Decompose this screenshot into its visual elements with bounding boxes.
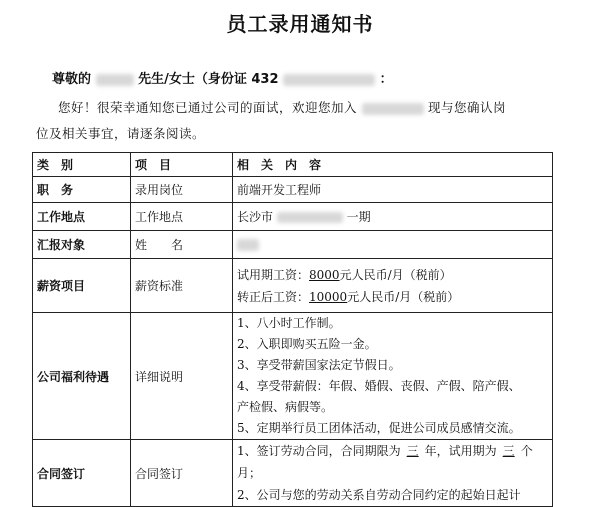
benefits-category: 公司福利待遇 bbox=[33, 313, 131, 440]
benefits-item: 详细说明 bbox=[131, 313, 233, 440]
table-row-report bbox=[33, 231, 553, 259]
location-value bbox=[233, 203, 553, 231]
offer-details-table bbox=[32, 152, 553, 507]
formal-salary-line bbox=[237, 286, 548, 308]
trial-salary-line bbox=[237, 264, 548, 286]
contract-line-1 bbox=[237, 440, 548, 462]
location-item: 工作地点 bbox=[131, 203, 233, 231]
benefit-item: 3、享受带薪国家法定节假日。 bbox=[237, 358, 401, 372]
intro-text-b: 现与您确认岗 bbox=[427, 100, 506, 115]
intro-line-1 bbox=[58, 98, 506, 116]
salary-category: 薪资项目 bbox=[33, 259, 131, 313]
intro-text-a: 您好！很荣幸通知您已通过公司的面试，欢迎您加入 bbox=[58, 100, 358, 115]
contract-line-3: 2、公司与您的劳动关系自劳动合同约定的起始日起计 bbox=[237, 488, 521, 502]
benefit-item: 2、入职即购买五险一金。 bbox=[237, 337, 377, 351]
redacted-company bbox=[362, 103, 424, 115]
contract-term-label: 1、签订劳动合同，合同期限为 bbox=[237, 444, 401, 458]
id-number-prefix: 432 bbox=[251, 72, 279, 87]
contract-item: 合同签订 bbox=[131, 440, 233, 507]
greeting-mid: 先生/女士（身份证 bbox=[138, 72, 247, 87]
document-title: 员工录用通知书 bbox=[226, 12, 374, 36]
trial-salary-unit: 元人民币/月（税前） bbox=[339, 267, 452, 282]
redacted-address bbox=[277, 212, 343, 223]
probation-months: 三 bbox=[502, 444, 515, 458]
position-value: 前端开发工程师 bbox=[233, 177, 553, 203]
location-phase: 一期 bbox=[346, 210, 371, 224]
redacted-name bbox=[96, 74, 134, 86]
trial-salary-amount: 8000 bbox=[309, 267, 340, 282]
contract-line-1-end: 个 bbox=[520, 444, 533, 458]
table-row-location bbox=[33, 203, 553, 231]
greeting-suffix: ： bbox=[379, 72, 393, 87]
header-content: 相 关 内 容 bbox=[233, 153, 553, 177]
report-item: 姓 名 bbox=[131, 231, 233, 259]
report-category: 汇报对象 bbox=[33, 231, 131, 259]
benefit-item: 产检假、病假等。 bbox=[237, 400, 334, 414]
redacted-id-number bbox=[283, 74, 375, 86]
benefits-value bbox=[233, 313, 553, 440]
report-value bbox=[233, 231, 553, 259]
intro-line-2: 位及相关事宜，请逐条阅读。 bbox=[36, 126, 206, 141]
formal-salary-amount: 10000 bbox=[309, 289, 348, 304]
salary-value bbox=[233, 259, 553, 313]
benefit-item: 1、八小时工作制。 bbox=[237, 316, 341, 330]
formal-salary-unit: 元人民币/月（税前） bbox=[347, 289, 460, 304]
benefit-item: 4、享受带薪假：年假、婚假、丧假、产假、陪产假、 bbox=[237, 379, 521, 393]
header-category: 类 别 bbox=[33, 153, 131, 177]
probation-label: 年，试用期为 bbox=[424, 444, 497, 458]
header-item: 项 目 bbox=[131, 153, 233, 177]
contract-years: 三 bbox=[406, 444, 419, 458]
table-row-salary bbox=[33, 259, 553, 313]
table-row-contract bbox=[33, 440, 553, 507]
contract-category: 合同签订 bbox=[33, 440, 131, 507]
benefit-item: 5、定期举行员工团体活动，促进公司成员感情交流。 bbox=[237, 421, 521, 435]
table-row-position bbox=[33, 177, 553, 203]
greeting-prefix: 尊敬的 bbox=[52, 72, 92, 87]
greeting-line bbox=[52, 68, 393, 87]
table-row-benefits bbox=[33, 313, 553, 440]
salary-item: 薪资标准 bbox=[131, 259, 233, 313]
contract-value bbox=[233, 440, 553, 507]
redacted-manager-name bbox=[237, 239, 259, 251]
location-city: 长沙市 bbox=[237, 210, 274, 224]
position-item: 录用岗位 bbox=[131, 177, 233, 203]
trial-salary-label: 试用期工资： bbox=[237, 267, 310, 282]
table-header-row bbox=[33, 153, 553, 177]
position-category: 职 务 bbox=[33, 177, 131, 203]
contract-line-2: 月； bbox=[237, 466, 262, 480]
location-category: 工作地点 bbox=[33, 203, 131, 231]
formal-salary-label: 转正后工资： bbox=[237, 289, 310, 304]
